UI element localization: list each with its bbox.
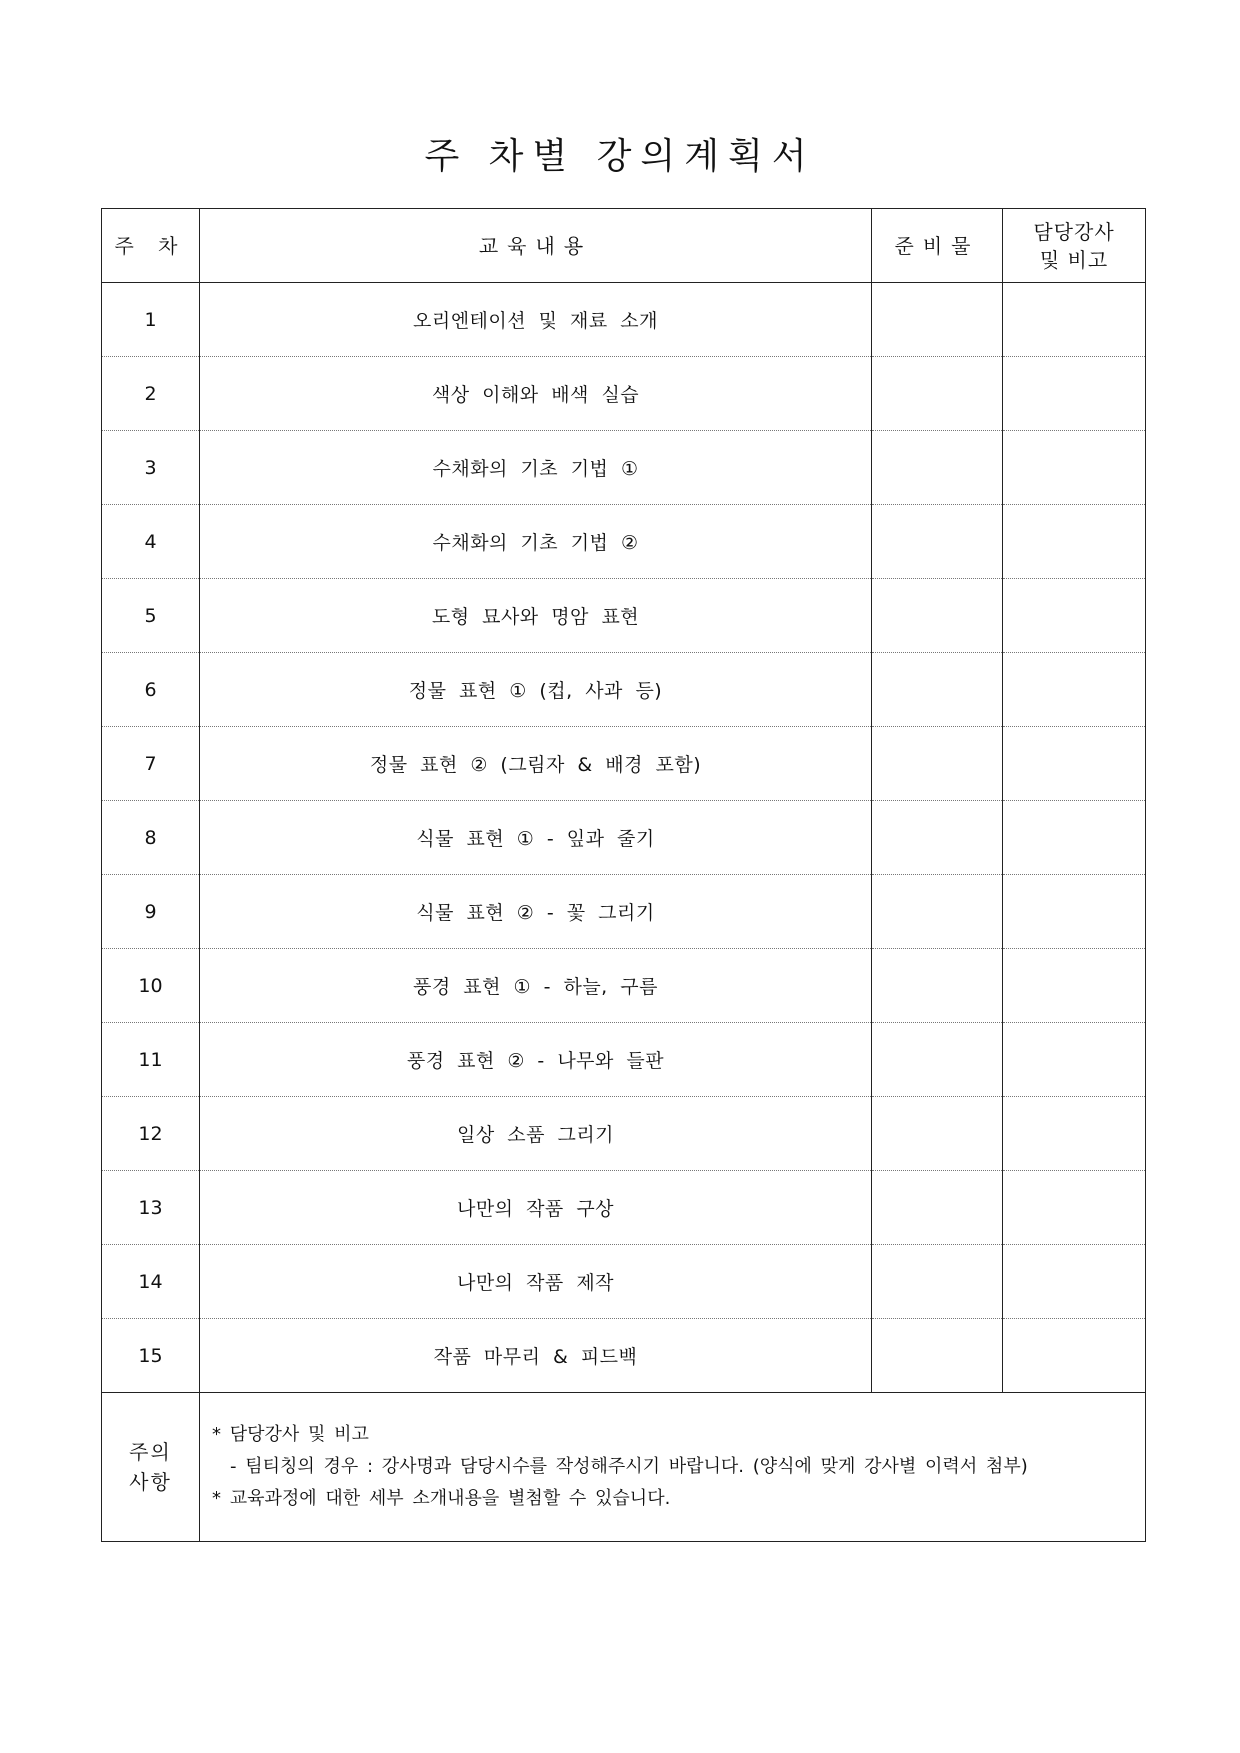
prep-cell [872,949,1003,1023]
note-cell [1003,875,1146,949]
week-number-cell: 2 [102,357,200,431]
note-cell [1003,505,1146,579]
header-note-line1: 담당강사 [1033,219,1115,244]
prep-cell [872,653,1003,727]
note-cell [1003,1245,1146,1319]
table-row [102,801,1146,875]
table-row [102,579,1146,653]
note-cell [1003,653,1146,727]
week-number-cell: 3 [102,431,200,505]
week-number-cell: 15 [102,1319,200,1393]
header-instructor-note [1003,209,1146,283]
prep-cell [872,1245,1003,1319]
prep-cell [872,505,1003,579]
prep-cell [872,283,1003,357]
content-cell: 풍경 표현 ① - 하늘, 구름 [200,949,872,1023]
prep-cell [872,801,1003,875]
content-cell: 정물 표현 ① (컵, 사과 등) [200,653,872,727]
note-line: - 팀티칭의 경우 : 강사명과 담당시수를 작성해주시기 바랍니다. (양식에 맞게 강사별 이력서 첨부) [230,1456,1028,1477]
note-cell [1003,1319,1146,1393]
week-number-cell: 12 [102,1097,200,1171]
week-number-cell: 14 [102,1245,200,1319]
note-cell [1003,1171,1146,1245]
prep-cell [872,1171,1003,1245]
content-cell: 일상 소품 그리기 [200,1097,872,1171]
header-note-line2: 및 비고 [1039,247,1109,272]
note-cell [1003,949,1146,1023]
notes-label: 주의 사항 [102,1393,200,1542]
table-row [102,505,1146,579]
week-number-cell: 6 [102,653,200,727]
prep-cell [872,875,1003,949]
notes-row [102,1393,1146,1542]
note-cell [1003,579,1146,653]
note-cell [1003,727,1146,801]
week-number-cell: 10 [102,949,200,1023]
note-cell [1003,431,1146,505]
content-cell: 식물 표현 ① - 잎과 줄기 [200,801,872,875]
content-cell: 나만의 작품 제작 [200,1245,872,1319]
content-cell: 수채화의 기초 기법 ② [200,505,872,579]
week-number-cell: 7 [102,727,200,801]
prep-cell [872,1023,1003,1097]
week-number-cell: 9 [102,875,200,949]
weekly-plan-table [101,208,1146,1542]
content-cell: 도형 묘사와 명암 표현 [200,579,872,653]
content-cell: 식물 표현 ② - 꽃 그리기 [200,875,872,949]
header-prep: 준비물 [872,209,1003,283]
prep-cell [872,431,1003,505]
table-row [102,1023,1146,1097]
week-number-cell: 4 [102,505,200,579]
week-number-cell: 13 [102,1171,200,1245]
note-line: * 교육과정에 대한 세부 소개내용을 별첨할 수 있습니다. [212,1488,671,1509]
week-number-cell: 8 [102,801,200,875]
prep-cell [872,1097,1003,1171]
note-cell [1003,1097,1146,1171]
week-number-cell: 5 [102,579,200,653]
notes-body [200,1393,1146,1542]
note-cell [1003,1023,1146,1097]
table-row [102,1171,1146,1245]
week-number-cell: 1 [102,283,200,357]
note-cell [1003,357,1146,431]
header-week: 주 차 [102,209,200,283]
prep-cell [872,579,1003,653]
prep-cell [872,357,1003,431]
table-row [102,431,1146,505]
note-cell [1003,801,1146,875]
header-content: 교육내용 [200,209,872,283]
table-row [102,1319,1146,1393]
table-row [102,1245,1146,1319]
content-cell: 풍경 표현 ② - 나무와 들판 [200,1023,872,1097]
content-cell: 색상 이해와 배색 실습 [200,357,872,431]
content-cell: 작품 마무리 & 피드백 [200,1319,872,1393]
prep-cell [872,1319,1003,1393]
table-row [102,1097,1146,1171]
table-row [102,283,1146,357]
page-title: 주 차별 강의계획서 [424,136,816,177]
note-cell [1003,283,1146,357]
table-header-row [102,209,1146,283]
content-cell: 수채화의 기초 기법 ① [200,431,872,505]
content-cell: 오리엔테이션 및 재료 소개 [200,283,872,357]
table-row [102,653,1146,727]
table-row [102,357,1146,431]
table-row [102,727,1146,801]
note-line: * 담당강사 및 비고 [212,1424,369,1445]
table-row [102,875,1146,949]
week-number-cell: 11 [102,1023,200,1097]
content-cell: 정물 표현 ② (그림자 & 배경 포함) [200,727,872,801]
prep-cell [872,727,1003,801]
content-cell: 나만의 작품 구상 [200,1171,872,1245]
table-row [102,949,1146,1023]
